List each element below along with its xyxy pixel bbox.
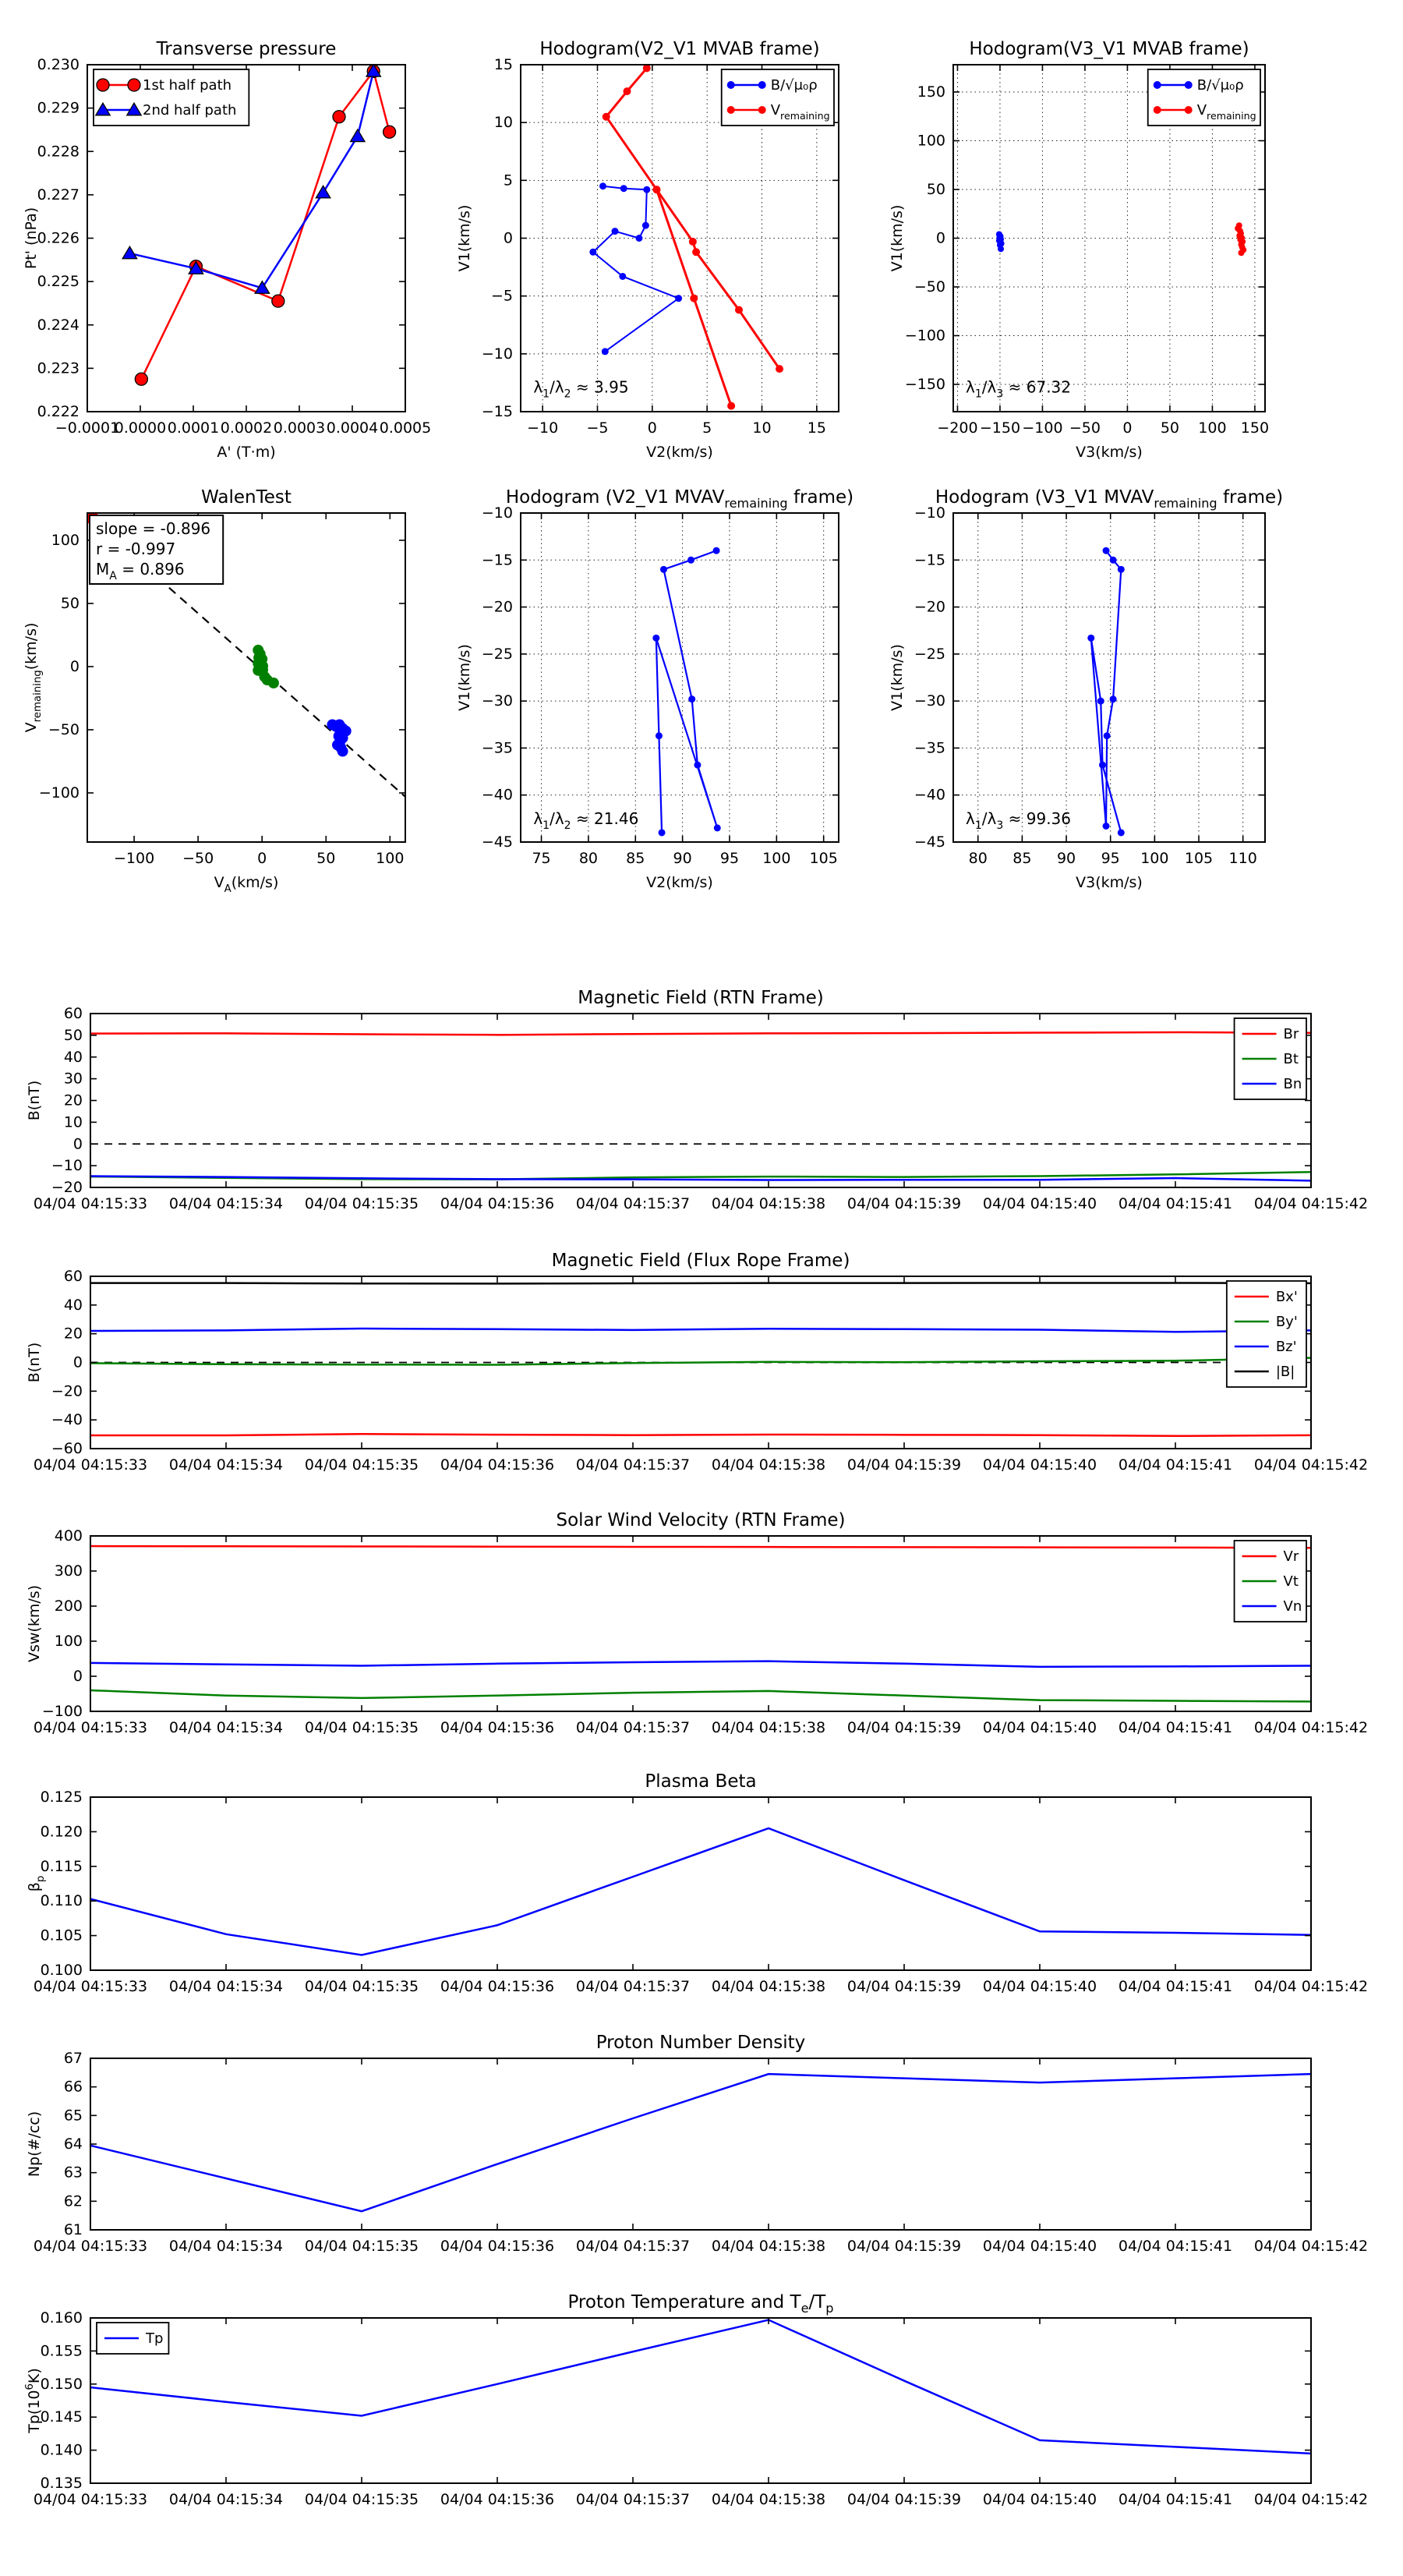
svg-text:95: 95 (719, 850, 740, 867)
svg-text:B/√μ₀ρ: B/√μ₀ρ (1196, 77, 1244, 94)
svg-text:04/04 04:15:39: 04/04 04:15:39 (846, 2238, 962, 2255)
svg-text:V1(km/s): V1(km/s) (456, 204, 473, 272)
svg-text:0.0005: 0.0005 (379, 419, 432, 437)
svg-text:Vr: Vr (1283, 1548, 1299, 1565)
svg-text:Proton Number Density: Proton Number Density (595, 2033, 806, 2053)
svg-text:04/04 04:15:37: 04/04 04:15:37 (575, 1978, 691, 1995)
svg-text:150: 150 (1240, 419, 1270, 437)
svg-text:04/04 04:15:41: 04/04 04:15:41 (1118, 2491, 1233, 2508)
svg-text:0: 0 (257, 850, 267, 867)
svg-text:60: 60 (63, 1268, 83, 1285)
svg-text:0.226: 0.226 (37, 229, 80, 247)
svg-text:100: 100 (762, 850, 791, 867)
svg-text:04/04 04:15:36: 04/04 04:15:36 (440, 2491, 555, 2508)
svg-text:0.0001: 0.0001 (167, 419, 220, 437)
svg-text:−5: −5 (490, 287, 513, 305)
svg-text:04/04 04:15:36: 04/04 04:15:36 (440, 1978, 555, 1995)
svg-text:04/04 04:15:42: 04/04 04:15:42 (1253, 2491, 1369, 2508)
svg-text:04/04 04:15:34: 04/04 04:15:34 (168, 1978, 284, 1995)
svg-text:04/04 04:15:40: 04/04 04:15:40 (982, 2491, 1097, 2508)
svg-text:5: 5 (503, 172, 513, 189)
chart-proton-temperature (24, 2292, 1368, 2508)
svg-text:10: 10 (63, 1113, 83, 1131)
svg-text:04/04 04:15:36: 04/04 04:15:36 (440, 1456, 555, 1474)
svg-text:−45: −45 (481, 833, 513, 851)
svg-text:0.160: 0.160 (40, 2309, 83, 2327)
svg-text:Tp(106K): $Tp(10^6K)$ (24, 2368, 43, 2433)
svg-text:MA = 0.896: $M_A = 0.896$ (96, 560, 185, 582)
chart-hodogram-v3v1-mvav (889, 487, 1283, 891)
svg-text:04/04 04:15:35: 04/04 04:15:35 (304, 2491, 419, 2508)
svg-text:04/04 04:15:37: 04/04 04:15:37 (575, 2238, 691, 2255)
chart-hodogram-v2v1-mvav (456, 487, 853, 891)
svg-text:By': By' (1275, 1314, 1298, 1330)
svg-text:Hodogram (V3_V1 MVAVremaining: Hodogram (V3_V1 $MVAV_{remaining}$ frame) (935, 487, 1284, 511)
chart-hodogram-v3v1-mvab (889, 39, 1269, 461)
svg-text:0.227: 0.227 (37, 186, 80, 203)
svg-text:300: 300 (54, 1562, 83, 1580)
svg-text:95: 95 (1101, 850, 1120, 867)
svg-text:Proton Temperature and Te/Tp: Proton Temperature and $T_e/T_p$ (567, 2292, 834, 2316)
svg-text:0.145: 0.145 (40, 2408, 83, 2426)
svg-text:04/04 04:15:34: 04/04 04:15:34 (168, 1456, 284, 1474)
svg-text:−20: −20 (914, 598, 945, 616)
svg-text:WalenTest: WalenTest (201, 487, 292, 508)
svg-text:04/04 04:15:36: 04/04 04:15:36 (440, 1719, 555, 1736)
svg-text:04/04 04:15:33: 04/04 04:15:33 (33, 2491, 148, 2508)
svg-text:A' (T·m): A' (T·m) (217, 444, 276, 461)
svg-text:Transverse pressure: Transverse pressure (156, 39, 337, 59)
chart-walen-test (23, 487, 418, 895)
chart-plasma-beta (26, 1771, 1368, 1995)
svg-text:04/04 04:15:40: 04/04 04:15:40 (982, 1978, 1097, 1995)
svg-text:Vremaining: $V_{remaining}$ (1196, 102, 1256, 122)
svg-text:04/04 04:15:33: 04/04 04:15:33 (33, 1195, 148, 1212)
svg-text:−10: −10 (914, 504, 945, 522)
svg-text:400: 400 (54, 1527, 83, 1545)
svg-text:10: 10 (493, 114, 513, 132)
svg-text:Vn: Vn (1283, 1598, 1302, 1615)
svg-text:0.222: 0.222 (37, 403, 80, 420)
svg-text:0.125: 0.125 (40, 1789, 83, 1806)
svg-text:200: 200 (54, 1598, 83, 1615)
svg-text:−100: −100 (113, 850, 155, 867)
svg-text:0.229: 0.229 (37, 99, 80, 117)
svg-text:04/04 04:15:35: 04/04 04:15:35 (304, 1719, 419, 1736)
svg-text:V3(km/s): V3(km/s) (1076, 874, 1143, 891)
svg-text:04/04 04:15:42: 04/04 04:15:42 (1253, 2238, 1369, 2255)
svg-text:04/04 04:15:35: 04/04 04:15:35 (304, 1195, 419, 1212)
svg-text:−30: −30 (481, 692, 513, 710)
svg-text:0.115: 0.115 (40, 1857, 83, 1875)
svg-text:64: 64 (63, 2135, 83, 2153)
svg-text:04/04 04:15:42: 04/04 04:15:42 (1253, 1456, 1369, 1474)
svg-text:−200: −200 (937, 419, 978, 437)
svg-text:15: 15 (493, 56, 513, 73)
svg-text:04/04 04:15:40: 04/04 04:15:40 (982, 2238, 1097, 2255)
svg-text:60: 60 (63, 1005, 83, 1022)
svg-text:50: 50 (63, 1026, 83, 1044)
svg-text:1st half path: 1st half path (143, 77, 232, 94)
svg-text:0.120: 0.120 (40, 1823, 83, 1841)
svg-text:04/04 04:15:41: 04/04 04:15:41 (1118, 1978, 1233, 1995)
svg-text:0: 0 (72, 1135, 83, 1153)
svg-text:Plasma Beta: Plasma Beta (645, 1771, 757, 1792)
svg-text:50: 50 (1160, 419, 1180, 437)
svg-text:Vsw(km/s): Vsw(km/s) (26, 1584, 43, 1663)
svg-text:|B|: |B| (1275, 1364, 1295, 1380)
svg-text:04/04 04:15:36: 04/04 04:15:36 (440, 2238, 555, 2255)
svg-text:0.155: 0.155 (40, 2342, 83, 2360)
svg-text:04/04 04:15:34: 04/04 04:15:34 (168, 2238, 284, 2255)
svg-text:04/04 04:15:33: 04/04 04:15:33 (33, 1456, 148, 1474)
svg-text:04/04 04:15:41: 04/04 04:15:41 (1118, 2238, 1233, 2255)
svg-text:Br: Br (1283, 1026, 1299, 1042)
svg-text:105: 105 (809, 850, 838, 867)
svg-text:Bt: Bt (1283, 1051, 1299, 1067)
svg-text:0: 0 (935, 229, 945, 247)
svg-text:0: 0 (69, 657, 80, 675)
svg-text:B(nT): B(nT) (26, 1342, 43, 1383)
svg-text:V1(km/s): V1(km/s) (456, 644, 473, 711)
svg-text:0.0000: 0.0000 (114, 419, 167, 437)
svg-text:−35: −35 (481, 739, 513, 757)
chart-transverse-pressure (23, 39, 431, 461)
svg-text:r = -0.997: r = -0.997 (96, 540, 176, 558)
svg-text:−40: −40 (914, 786, 945, 804)
svg-text:0.225: 0.225 (37, 273, 80, 291)
svg-text:150: 150 (917, 83, 945, 101)
svg-text:0.0002: 0.0002 (220, 419, 273, 437)
svg-text:V1(km/s): V1(km/s) (889, 644, 906, 711)
svg-text:−100: −100 (904, 327, 945, 345)
svg-text:0: 0 (503, 229, 513, 247)
svg-text:Solar Wind Velocity (RTN Frame: Solar Wind Velocity (RTN Frame) (556, 1510, 846, 1530)
svg-text:105: 105 (1184, 850, 1214, 867)
svg-text:Magnetic Field (RTN Frame): Magnetic Field (RTN Frame) (578, 988, 824, 1008)
svg-text:90: 90 (673, 850, 692, 867)
svg-text:04/04 04:15:33: 04/04 04:15:33 (33, 2238, 148, 2255)
svg-text:40: 40 (63, 1048, 83, 1066)
svg-text:−150: −150 (979, 419, 1021, 437)
svg-text:Hodogram (V2_V1 MVAVremaining: Hodogram (V2_V1 $MVAV_{remaining}$ frame) (505, 487, 854, 511)
svg-text:04/04 04:15:34: 04/04 04:15:34 (168, 1719, 284, 1736)
svg-text:V2(km/s): V2(km/s) (646, 444, 713, 461)
svg-text:−35: −35 (914, 739, 945, 757)
svg-text:04/04 04:15:38: 04/04 04:15:38 (711, 1978, 826, 1995)
chart-magnetic-field-flux-rope (26, 1251, 1368, 1474)
svg-text:λ1/λ2 ≈ 21.46: $\lambda_1/\lambda_2 \approx 21.46$ (533, 809, 639, 832)
svg-text:04/04 04:15:33: 04/04 04:15:33 (33, 1719, 148, 1736)
svg-text:80: 80 (968, 850, 988, 867)
svg-text:20: 20 (63, 1325, 83, 1343)
svg-text:0: 0 (647, 419, 657, 437)
svg-text:67: 67 (63, 2050, 83, 2067)
svg-text:90: 90 (1056, 850, 1076, 867)
svg-text:−15: −15 (481, 403, 513, 420)
svg-text:50: 50 (926, 181, 945, 198)
svg-text:−50: −50 (48, 720, 80, 738)
svg-text:Vremaining: $V_{remaining}$ (770, 102, 830, 122)
svg-text:−100: −100 (41, 1703, 83, 1720)
svg-text:−100: −100 (1022, 419, 1063, 437)
svg-text:2nd half path: 2nd half path (143, 102, 237, 119)
svg-text:85: 85 (1012, 850, 1032, 867)
svg-text:04/04 04:15:41: 04/04 04:15:41 (1118, 1456, 1233, 1474)
svg-text:0.0004: 0.0004 (326, 419, 379, 437)
svg-text:−25: −25 (914, 645, 945, 663)
svg-text:04/04 04:15:42: 04/04 04:15:42 (1253, 1978, 1369, 1995)
svg-text:75: 75 (532, 850, 551, 867)
svg-text:80: 80 (578, 850, 599, 867)
svg-text:30: 30 (63, 1070, 83, 1088)
svg-text:Magnetic Field (Flux Rope Fram: Magnetic Field (Flux Rope Frame) (551, 1251, 850, 1271)
svg-text:04/04 04:15:35: 04/04 04:15:35 (304, 1978, 419, 1995)
svg-text:B(nT): B(nT) (26, 1080, 43, 1121)
svg-text:−150: −150 (904, 376, 945, 393)
svg-text:04/04 04:15:39: 04/04 04:15:39 (846, 1195, 962, 1212)
chart-proton-number-density (26, 2033, 1368, 2255)
svg-text:VA(km/s): $V_A(km/s)$ (214, 874, 279, 895)
svg-text:100: 100 (1140, 850, 1169, 867)
svg-text:04/04 04:15:38: 04/04 04:15:38 (711, 1719, 826, 1736)
svg-text:04/04 04:15:37: 04/04 04:15:37 (575, 1456, 691, 1474)
chart-magnetic-field-rtn (26, 988, 1368, 1212)
svg-text:20: 20 (63, 1092, 83, 1109)
svg-text:−10: −10 (481, 504, 513, 522)
svg-text:Vt: Vt (1283, 1573, 1299, 1590)
svg-text:04/04 04:15:40: 04/04 04:15:40 (982, 1456, 1097, 1474)
svg-text:04/04 04:15:37: 04/04 04:15:37 (575, 1719, 691, 1736)
svg-text:04/04 04:15:39: 04/04 04:15:39 (846, 2491, 962, 2508)
svg-text:−100: −100 (38, 784, 80, 801)
svg-text:0.230: 0.230 (37, 56, 80, 73)
svg-text:04/04 04:15:40: 04/04 04:15:40 (982, 1719, 1097, 1736)
svg-text:Vremaining(km/s): $V_{remaining}(km/s)$ (23, 622, 44, 733)
svg-text:0.105: 0.105 (40, 1927, 83, 1944)
svg-text:40: 40 (63, 1296, 83, 1314)
svg-text:04/04 04:15:35: 04/04 04:15:35 (304, 1456, 419, 1474)
svg-text:Bx': Bx' (1275, 1289, 1298, 1305)
svg-text:0: 0 (1122, 419, 1133, 437)
svg-text:−30: −30 (914, 692, 945, 710)
svg-text:04/04 04:15:38: 04/04 04:15:38 (711, 2238, 826, 2255)
svg-text:λ1/λ3 ≈ 67.32: $\lambda_1/\lambda_3 \approx 67.32$ (966, 377, 1071, 401)
svg-text:λ1/λ3 ≈ 99.36: $\lambda_1/\lambda_3 \approx 99.36$ (966, 809, 1071, 832)
svg-text:−15: −15 (914, 551, 945, 569)
svg-text:15: 15 (807, 419, 826, 437)
svg-text:V1(km/s): V1(km/s) (889, 204, 906, 272)
svg-text:04/04 04:15:41: 04/04 04:15:41 (1118, 1719, 1233, 1736)
svg-text:−15: −15 (481, 551, 513, 569)
svg-text:0.150: 0.150 (40, 2375, 83, 2393)
svg-text:04/04 04:15:42: 04/04 04:15:42 (1253, 1195, 1369, 1212)
svg-text:βp: $\beta_p$ (26, 1875, 47, 1892)
svg-text:50: 50 (60, 594, 80, 612)
svg-text:slope = -0.896: slope = -0.896 (96, 519, 211, 538)
svg-text:61: 61 (63, 2221, 83, 2238)
svg-text:04/04 04:15:39: 04/04 04:15:39 (846, 1978, 962, 1995)
svg-text:−25: −25 (481, 645, 513, 663)
svg-text:0.140: 0.140 (40, 2441, 83, 2459)
svg-text:65: 65 (63, 2107, 83, 2125)
svg-text:V3(km/s): V3(km/s) (1076, 444, 1143, 461)
svg-text:Bn: Bn (1283, 1076, 1302, 1092)
chart-hodogram-v2v1-mvab (456, 39, 839, 461)
svg-text:−50: −50 (914, 278, 945, 295)
svg-text:λ1/λ2 ≈ 3.95: $\lambda_1/\lambda_2 \approx 3.95$ (533, 377, 629, 401)
svg-text:Bz': Bz' (1275, 1339, 1297, 1355)
svg-text:85: 85 (626, 850, 645, 867)
svg-text:−40: −40 (51, 1411, 83, 1429)
svg-text:0.135: 0.135 (40, 2475, 83, 2492)
svg-text:10: 10 (752, 419, 772, 437)
svg-text:B/√μ₀ρ: B/√μ₀ρ (770, 77, 818, 94)
svg-text:−20: −20 (481, 598, 513, 616)
svg-text:0.224: 0.224 (37, 316, 80, 334)
svg-text:Hodogram(V2_V1 MVAB frame): Hodogram(V2_V1 MVAB frame) (539, 39, 820, 59)
svg-text:Np(#/cc): Np(#/cc) (26, 2111, 43, 2178)
svg-text:04/04 04:15:39: 04/04 04:15:39 (846, 1456, 962, 1474)
svg-text:Hodogram(V3_V1 MVAB frame): Hodogram(V3_V1 MVAB frame) (969, 39, 1249, 59)
svg-text:V2(km/s): V2(km/s) (646, 874, 713, 891)
svg-text:−20: −20 (51, 1382, 83, 1400)
svg-text:04/04 04:15:36: 04/04 04:15:36 (440, 1195, 555, 1212)
svg-text:04/04 04:15:37: 04/04 04:15:37 (575, 1195, 691, 1212)
svg-text:0.228: 0.228 (37, 143, 80, 161)
svg-text:−50: −50 (1069, 419, 1101, 437)
svg-text:−0.0001: −0.0001 (55, 419, 120, 437)
svg-text:0.100: 0.100 (40, 1962, 83, 1979)
svg-text:04/04 04:15:37: 04/04 04:15:37 (575, 2491, 691, 2508)
svg-text:−50: −50 (182, 850, 214, 867)
svg-text:−20: −20 (51, 1179, 83, 1196)
svg-text:04/04 04:15:33: 04/04 04:15:33 (33, 1978, 148, 1995)
svg-text:−10: −10 (527, 419, 559, 437)
svg-text:100: 100 (54, 1633, 83, 1650)
svg-text:100: 100 (1198, 419, 1227, 437)
svg-text:04/04 04:15:42: 04/04 04:15:42 (1253, 1719, 1369, 1736)
svg-text:66: 66 (63, 2078, 83, 2096)
svg-text:0.223: 0.223 (37, 359, 80, 377)
svg-text:04/04 04:15:38: 04/04 04:15:38 (711, 2491, 826, 2508)
svg-text:63: 63 (63, 2164, 83, 2181)
svg-text:110: 110 (1228, 850, 1257, 867)
chart-solar-wind-velocity (26, 1510, 1368, 1736)
svg-text:5: 5 (702, 419, 712, 437)
svg-text:−10: −10 (481, 345, 513, 363)
svg-text:04/04 04:15:38: 04/04 04:15:38 (711, 1456, 826, 1474)
svg-text:62: 62 (63, 2192, 83, 2210)
svg-text:04/04 04:15:41: 04/04 04:15:41 (1118, 1195, 1233, 1212)
svg-text:50: 50 (316, 850, 336, 867)
svg-text:−10: −10 (51, 1157, 83, 1175)
svg-text:04/04 04:15:34: 04/04 04:15:34 (168, 2491, 284, 2508)
svg-text:−40: −40 (481, 786, 513, 804)
svg-text:−5: −5 (586, 419, 609, 437)
svg-text:04/04 04:15:38: 04/04 04:15:38 (711, 1195, 826, 1212)
svg-text:100: 100 (917, 132, 945, 150)
svg-text:−45: −45 (914, 833, 945, 851)
svg-text:04/04 04:15:40: 04/04 04:15:40 (982, 1195, 1097, 1212)
svg-text:0.0003: 0.0003 (273, 419, 326, 437)
svg-text:−60: −60 (51, 1440, 83, 1457)
svg-text:100: 100 (51, 531, 80, 549)
svg-text:04/04 04:15:34: 04/04 04:15:34 (168, 1195, 284, 1212)
svg-text:04/04 04:15:39: 04/04 04:15:39 (846, 1719, 962, 1736)
svg-text:Pt' (nPa): Pt' (nPa) (23, 207, 40, 270)
svg-text:0: 0 (72, 1668, 83, 1685)
svg-text:Tp: Tp (146, 2330, 164, 2347)
svg-text:100: 100 (376, 850, 405, 867)
svg-text:0: 0 (72, 1353, 83, 1371)
svg-text:0.110: 0.110 (40, 1892, 83, 1910)
svg-text:04/04 04:15:35: 04/04 04:15:35 (304, 2238, 419, 2255)
